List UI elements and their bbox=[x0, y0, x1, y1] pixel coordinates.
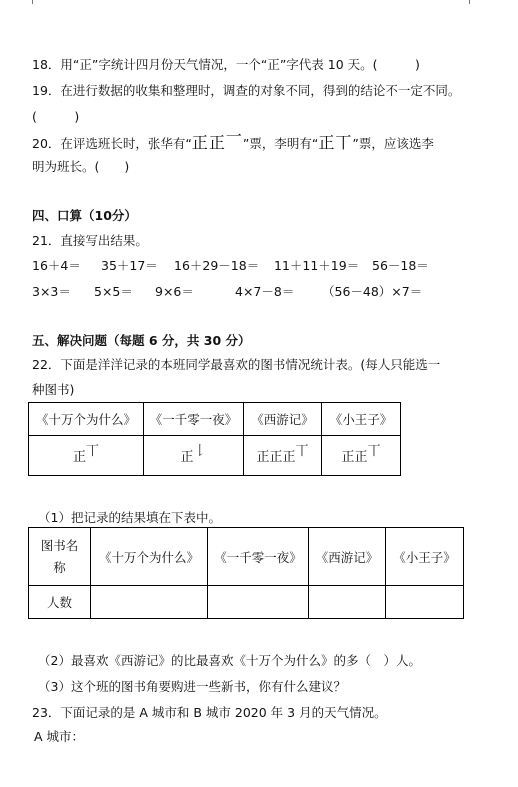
crop-mark-left bbox=[32, 0, 33, 4]
question-20-line2: 明为班长。( ) bbox=[32, 159, 130, 174]
tally-tail: 丅 bbox=[295, 444, 309, 459]
tally-main: 正 bbox=[72, 450, 86, 465]
tally-tail: 丅 bbox=[367, 444, 381, 459]
q20-text-part3: ”票，应该选李 bbox=[352, 136, 434, 151]
sub-question-3: （3）这个班的图书角要购进一些新书，你有什么建议？ bbox=[38, 679, 346, 694]
tally-main: 正正 bbox=[341, 450, 368, 465]
calc-item: 9×6＝ bbox=[155, 284, 194, 299]
tally-tail: 丅 bbox=[86, 444, 100, 459]
calc-item: 56－18＝ bbox=[372, 258, 429, 273]
section-4-heading: 四、口算（10分） bbox=[32, 208, 137, 223]
q20-tally-liming-tail: 丅 bbox=[335, 133, 353, 152]
result-header: 《一千零一夜》 bbox=[208, 528, 309, 586]
result-header: 《西游记》 bbox=[309, 528, 386, 586]
question-23: 23．下面记录的是 A 城市和 B 城市 2020 年 3 月的天气情况。 bbox=[32, 705, 387, 720]
result-header-label: 图书名称 bbox=[29, 528, 91, 586]
tally-main: 正正正 bbox=[256, 450, 296, 465]
calc-item: 16＋29－18＝ bbox=[174, 258, 260, 273]
tally-cell bbox=[29, 436, 144, 476]
question-18: 18．用“正”字统计四月份天气情况，一个“正”字代表 10 天。( ) bbox=[32, 57, 420, 72]
tally-header: 《小王子》 bbox=[322, 403, 401, 436]
calc-item: 4×7－8＝ bbox=[235, 284, 295, 299]
tally-header: 《西游记》 bbox=[244, 403, 322, 436]
tally-main: 正 bbox=[180, 450, 194, 465]
q20-text-part1: 20．在评选班长时，张华有“ bbox=[32, 136, 192, 151]
question-20-line1 bbox=[32, 127, 434, 153]
result-answer-cell[interactable] bbox=[208, 586, 309, 619]
question-19: 19．在进行数据的收集和整理时，调查的对象不同，得到的结论不一定不同。 bbox=[32, 83, 461, 98]
tally-cell bbox=[244, 436, 322, 476]
q20-tally-liming: 正 bbox=[318, 133, 336, 152]
tally-cell bbox=[322, 436, 401, 476]
question-19-blank: ( ) bbox=[32, 109, 80, 124]
q20-tally-zhanghua: 正正 bbox=[191, 133, 226, 152]
tally-cell bbox=[144, 436, 244, 476]
q20-text-part2: ”票，李明有“ bbox=[242, 136, 319, 151]
calc-item: 35＋17＝ bbox=[101, 258, 158, 273]
tally-table bbox=[28, 402, 401, 476]
result-header: 《小王子》 bbox=[386, 528, 464, 586]
q20-tally-zhanghua-tail: 一 bbox=[225, 127, 243, 146]
city-a-label: A 城市： bbox=[34, 729, 85, 744]
sub-question-1: （1）把记录的结果填在下表中。 bbox=[38, 510, 221, 525]
calc-item: （56－48）×7＝ bbox=[322, 284, 423, 299]
calc-item: 5×5＝ bbox=[94, 284, 133, 299]
calc-item: 16＋4＝ bbox=[32, 258, 81, 273]
result-header: 《十万个为什么》 bbox=[91, 528, 208, 586]
result-answer-cell[interactable] bbox=[91, 586, 208, 619]
result-answer-cell[interactable] bbox=[309, 586, 386, 619]
sub-question-2: （2）最喜欢《西游记》的比最喜欢《十万个为什么》的多（ ）人。 bbox=[38, 653, 421, 668]
question-22-line1: 22．下面是洋洋记录的本班同学最喜欢的图书情况统计表。(每人只能选一 bbox=[32, 357, 441, 372]
tally-header: 《一千零一夜》 bbox=[144, 403, 244, 436]
calc-item: 3×3＝ bbox=[32, 284, 71, 299]
section-5-heading: 五、解决问题（每题 6 分，共 30 分） bbox=[32, 333, 251, 348]
tally-tail: 𠄌 bbox=[193, 444, 207, 459]
result-table bbox=[28, 527, 464, 619]
tally-header: 《十万个为什么》 bbox=[29, 403, 144, 436]
result-answer-cell[interactable] bbox=[386, 586, 464, 619]
result-row-label: 人数 bbox=[29, 586, 91, 619]
calc-item: 11＋11＋19＝ bbox=[274, 258, 360, 273]
question-22-line2: 种图书) bbox=[32, 382, 75, 397]
question-21: 21．直接写出结果。 bbox=[32, 233, 148, 248]
crop-mark-right bbox=[469, 0, 470, 4]
